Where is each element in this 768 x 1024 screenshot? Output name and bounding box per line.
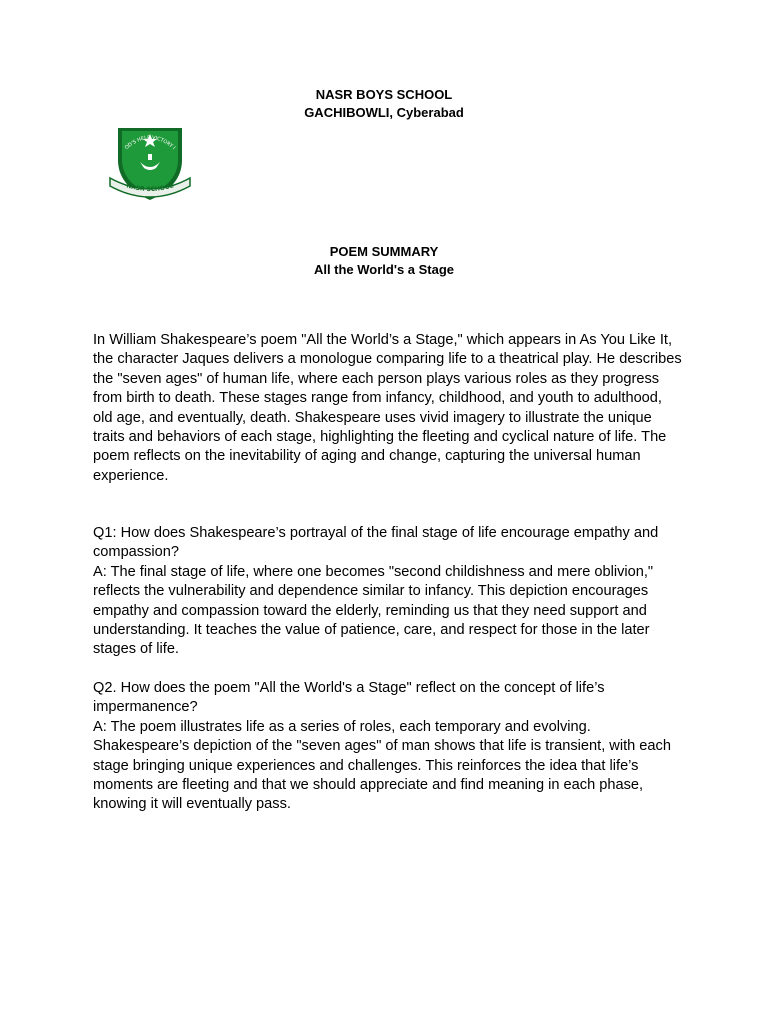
summary-heading: POEM SUMMARY	[329, 244, 439, 259]
question-block-1	[93, 524, 683, 660]
answer-2: A: The poem illustrates life as a series of roles, each temporary and evolving. Shakespeare’s depiction of the "seven ages" of man shows that life is transient, with each stage bringing unique experiences and challenges. This reinforces the idea that life’s moments are fleeting and that we should appreciate and find meaning in each phase, knowing it will eventually pass.	[93, 718, 671, 813]
logo-motto: OD'S HELP VICTORY I	[123, 134, 177, 152]
question-block-2	[93, 679, 683, 815]
summary-text: In William Shakespeare’s poem "All the World’s a Stage," which appears in As You Like It, the character Jaques delivers a monologue comparing life to a theatrical play. He describes the "seven ages" of human life, where each person plays various roles as they progress from birth to death. These stages range from infancy, childhood, and youth to adulthood, old age, and eventually, death. Shakespeare uses vivid imagery to illustrate the unique traits and behaviors of each stage, highlighting the fleeting and cyclical nature of life. The poem reflects on the inevitability of aging and change, capturing the universal human experience.	[93, 332, 682, 484]
school-header	[0, 86, 768, 122]
poem-title: All the World's a Stage	[313, 262, 455, 277]
school-location: GACHIBOWLI, Cyberabad	[304, 105, 464, 120]
logo-banner: NASR SCHOOL	[125, 182, 175, 194]
school-name: NASR BOYS SCHOOL	[315, 87, 453, 102]
summary-paragraph	[93, 331, 683, 486]
document-title	[0, 243, 768, 279]
school-logo	[104, 120, 196, 208]
question-2: Q2. How does the poem "All the World's a Stage" reflect on the concept of life’s impermanence?	[93, 680, 605, 716]
question-1: Q1: How does Shakespeare’s portrayal of the final stage of life encourage empathy and compassion?	[93, 525, 659, 561]
answer-1: A: The final stage of life, where one becomes "second childishness and mere oblivion," reflects the vulnerability and dependence similar to infancy. This depiction encourages empathy and compassion toward the elderly, reminding us that they need support and understanding. It teaches the value of patience, care, and respect for those in the later stages of life.	[93, 563, 654, 658]
